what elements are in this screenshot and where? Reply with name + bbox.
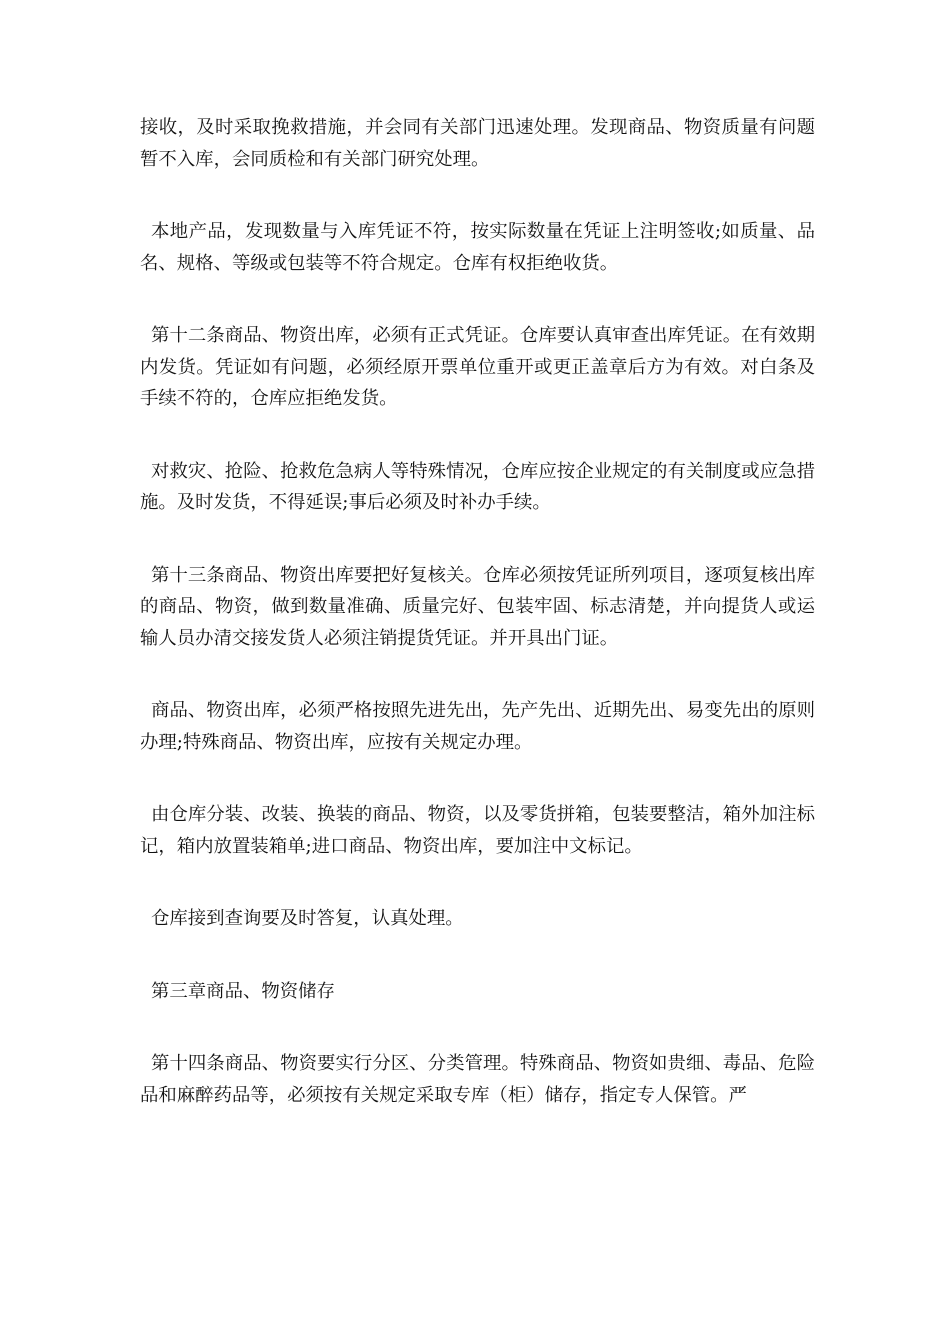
paragraph-2: 本地产品，发现数量与入库凭证不符，按实际数量在凭证上注明签收;如质量、品名、规格、等级或包装等不符合规定。仓库有权拒绝收货。 <box>140 221 815 274</box>
document-body <box>140 112 815 1152</box>
paragraph-4: 对救灾、抢险、抢救危急病人等特殊情况，仓库应按企业规定的有关制度或应急措施。及时发货，不得延误;事后必须及时补办手续。 <box>140 460 815 513</box>
paragraph-8: 仓库接到查询要及时答复，认真处理。 <box>151 908 464 929</box>
paragraph-7: 由仓库分装、改装、换装的商品、物资，以及零货拼箱，包装要整洁，箱外加注标记，箱内放置装箱单;进口商品、物资出库，要加注中文标记。 <box>140 804 815 857</box>
paragraph-5: 第十三条商品、物资出库要把好复核关。仓库必须按凭证所列项目，逐项复核出库的商品、物资，做到数量准确、质量完好、包装牢固、标志清楚，并向提货人或运输人员办清交接发货人必须注销提货凭证。并开具出门证。 <box>140 564 815 649</box>
paragraph-6: 商品、物资出库，必须严格按照先进先出，先产先出、近期先出、易变先出的原则办理;特殊商品、物资出库，应按有关规定办理。 <box>140 700 815 753</box>
paragraph-10: 第十四条商品、物资要实行分区、分类管理。特殊商品、物资如贵细、毒品、危险品和麻醉药品等，必须按有关规定采取专库（柜）储存，指定专人保管。严 <box>140 1053 815 1106</box>
paragraph-3: 第十二条商品、物资出库，必须有正式凭证。仓库要认真审查出库凭证。在有效期内发货。凭证如有问题，必须经原开票单位重开或更正盖章后方为有效。对白条及手续不符的，仓库应拒绝发货。 <box>140 325 815 409</box>
chapter-heading: 第三章商品、物资储存 <box>151 980 335 1002</box>
paragraph-1: 接收，及时采取挽救措施，并会同有关部门迅速处理。发现商品、物资质量有问题暂不入库，会同质检和有关部门研究处理。 <box>140 117 815 170</box>
